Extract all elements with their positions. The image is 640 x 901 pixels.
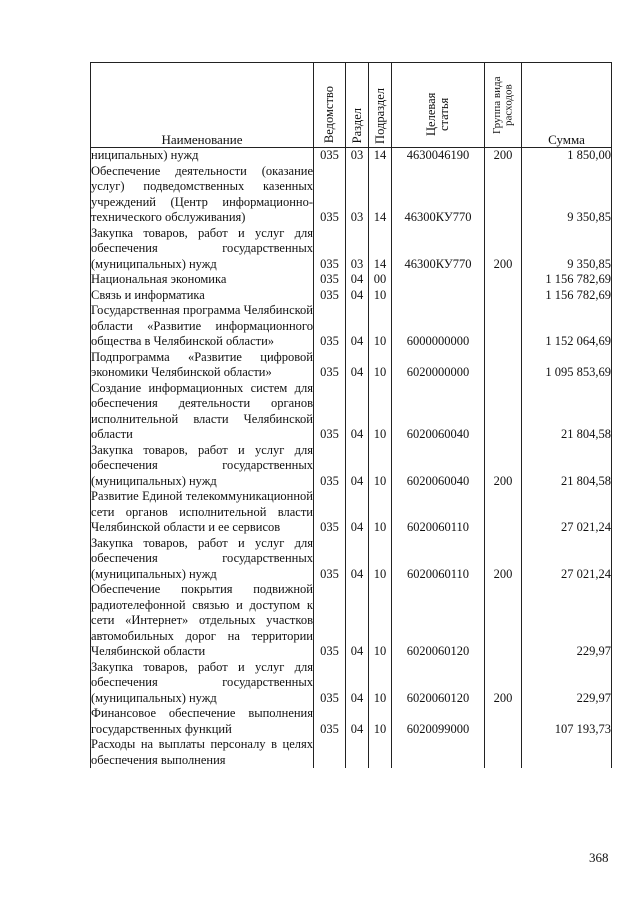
row-name-cell: Обеспечение деятельности (оказание услуг) подведомственных казенных учреждений (Центр информационно-технического обслуживания) [91,163,313,224]
row-vedomstvo-cell: 035 [314,350,346,381]
table-row [91,737,612,768]
row-razdel-cell: 03 [346,148,369,164]
table-row [91,489,612,536]
row-target-article-cell: 6020060120 [392,660,485,707]
row-target-article-cell [392,737,485,768]
header-vedomstvo: Ведомство [314,63,346,148]
row-vedomstvo-cell: 035 [314,706,346,737]
row-vedomstvo-cell: 035 [314,226,346,273]
row-target-article-cell: 6020060110 [392,489,485,536]
table-row [91,164,612,226]
header-razdel: Раздел [346,63,369,148]
header-celevaya-statya: Целевая статья [392,63,485,148]
table-row [91,272,612,288]
row-podrazdel-cell: 10 [369,536,392,583]
header-podrazdel: Подраздел [369,63,392,148]
row-sum-cell: 9 350,85 [522,164,612,226]
row-target-article-cell: 6020060040 [392,381,485,443]
row-name-cell: Закупка товаров, работ и услуг для обеспечения государственных (муниципальных) нужд [91,442,313,488]
row-podrazdel-cell: 10 [369,303,392,350]
row-sum-cell: 1 850,00 [522,148,612,164]
row-podrazdel-cell: 10 [369,489,392,536]
table-row [91,706,612,737]
row-sum-cell: 1 152 064,69 [522,303,612,350]
row-sum-cell [522,737,612,768]
row-vedomstvo-cell: 035 [314,272,346,288]
row-sum-cell: 1 156 782,69 [522,272,612,288]
row-podrazdel-cell: 14 [369,164,392,226]
row-name-cell: Расходы на выплаты персоналу в целях обеспечения выполнения [91,737,313,767]
table-row [91,226,612,273]
row-podrazdel-cell: 10 [369,288,392,304]
row-expense-group-cell [485,489,522,536]
row-podrazdel-cell: 10 [369,582,392,660]
row-razdel-cell [346,737,369,768]
table-row [91,582,612,660]
row-razdel-cell: 03 [346,226,369,273]
row-expense-group-cell: 200 [485,226,522,273]
row-sum-cell: 229,97 [522,582,612,660]
table-row [91,350,612,381]
row-target-article-cell: 6020060120 [392,582,485,660]
header-summa: Сумма [522,63,612,148]
row-sum-cell: 27 021,24 [522,489,612,536]
row-expense-group-cell: 200 [485,148,522,164]
row-name-cell: Закупка товаров, работ и услуг для обеспечения государственных (муниципальных) нужд [91,225,313,271]
row-target-article-cell [392,288,485,304]
row-razdel-cell: 04 [346,660,369,707]
row-name-cell: Закупка товаров, работ и услуг для обеспечения государственных (муниципальных) нужд [91,659,313,705]
row-vedomstvo-cell: 035 [314,660,346,707]
row-sum-cell: 21 804,58 [522,381,612,443]
row-podrazdel-cell: 10 [369,706,392,737]
row-razdel-cell: 04 [346,272,369,288]
row-razdel-cell: 03 [346,164,369,226]
row-name-cell: Подпрограмма «Развитие цифровой экономики Челябинской области» [91,349,313,379]
row-vedomstvo-cell: 035 [314,288,346,304]
table-row [91,660,612,707]
table-row [91,288,612,304]
row-name-cell: Государственная программа Челябинской области «Развитие информационного общества в Челябинской области» [91,303,313,348]
row-vedomstvo-cell: 035 [314,148,346,164]
row-name-cell: Финансовое обеспечение выполнения государственных функций [91,706,313,736]
row-target-article-cell [392,272,485,288]
row-razdel-cell: 04 [346,706,369,737]
row-sum-cell: 229,97 [522,660,612,707]
row-expense-group-cell [485,706,522,737]
row-expense-group-cell: 200 [485,660,522,707]
row-razdel-cell: 04 [346,303,369,350]
table-row [91,148,612,164]
row-podrazdel-cell: 14 [369,226,392,273]
row-razdel-cell: 04 [346,582,369,660]
row-podrazdel-cell: 10 [369,443,392,490]
header-name: Наименование [91,63,314,148]
row-name-cell: Связь и информатика [91,288,314,304]
row-expense-group-cell [485,272,522,288]
row-expense-group-cell [485,303,522,350]
row-target-article-cell: 6020099000 [392,706,485,737]
row-expense-group-cell [485,582,522,660]
row-expense-group-cell: 200 [485,443,522,490]
row-razdel-cell: 04 [346,489,369,536]
row-sum-cell: 1 095 853,69 [522,350,612,381]
row-vedomstvo-cell: 035 [314,443,346,490]
table-row [91,443,612,490]
row-name-cell: Развитие Единой телекоммуникационной сети органов исполнительной власти Челябинской области и ее сервисов [91,489,313,534]
row-expense-group-cell: 200 [485,536,522,583]
row-sum-cell: 1 156 782,69 [522,288,612,304]
row-vedomstvo-cell: 035 [314,536,346,583]
row-expense-group-cell [485,381,522,443]
row-sum-cell: 9 350,85 [522,226,612,273]
row-target-article-cell: 4630046190 [392,148,485,164]
row-podrazdel-cell [369,737,392,768]
row-expense-group-cell [485,288,522,304]
table-row [91,303,612,350]
budget-table [90,62,612,768]
row-razdel-cell: 04 [346,350,369,381]
row-razdel-cell: 04 [346,536,369,583]
row-podrazdel-cell: 10 [369,660,392,707]
row-target-article-cell: 46300КУ770 [392,164,485,226]
row-target-article-cell: 6020060040 [392,443,485,490]
table-row [91,381,612,443]
row-podrazdel-cell: 00 [369,272,392,288]
row-podrazdel-cell: 10 [369,381,392,443]
row-target-article-cell: 6020060110 [392,536,485,583]
row-name-cell: Обеспечение покрытия подвижной радиотелефонной связью и доступом к сети «Интернет» отдельных участков автомобильных дорог на территории Челябинской области [91,582,313,658]
row-vedomstvo-cell: 035 [314,303,346,350]
row-vedomstvo-cell [314,737,346,768]
header-gruppa-vida-rashodov: Группа вида расходов [485,63,522,148]
row-vedomstvo-cell: 035 [314,164,346,226]
row-razdel-cell: 04 [346,381,369,443]
row-vedomstvo-cell: 035 [314,489,346,536]
row-vedomstvo-cell: 035 [314,582,346,660]
row-podrazdel-cell: 14 [369,148,392,164]
row-target-article-cell: 46300КУ770 [392,226,485,273]
row-expense-group-cell [485,737,522,768]
row-podrazdel-cell: 10 [369,350,392,381]
row-sum-cell: 107 193,73 [522,706,612,737]
row-razdel-cell: 04 [346,288,369,304]
row-name-cell: ниципальных) нужд [91,148,314,164]
row-expense-group-cell [485,164,522,226]
row-name-cell: Создание информационных систем для обеспечения деятельности органов исполнительной власти Челябинской области [91,380,313,441]
table-row [91,536,612,583]
row-vedomstvo-cell: 035 [314,381,346,443]
table-header-row [91,63,612,148]
row-sum-cell: 27 021,24 [522,536,612,583]
row-sum-cell: 21 804,58 [522,443,612,490]
page-number: 368 [589,850,609,865]
row-target-article-cell: 6020000000 [392,350,485,381]
row-name-cell: Национальная экономика [91,272,314,288]
row-expense-group-cell [485,350,522,381]
row-target-article-cell: 6000000000 [392,303,485,350]
row-razdel-cell: 04 [346,443,369,490]
row-name-cell: Закупка товаров, работ и услуг для обеспечения государственных (муниципальных) нужд [91,535,313,581]
